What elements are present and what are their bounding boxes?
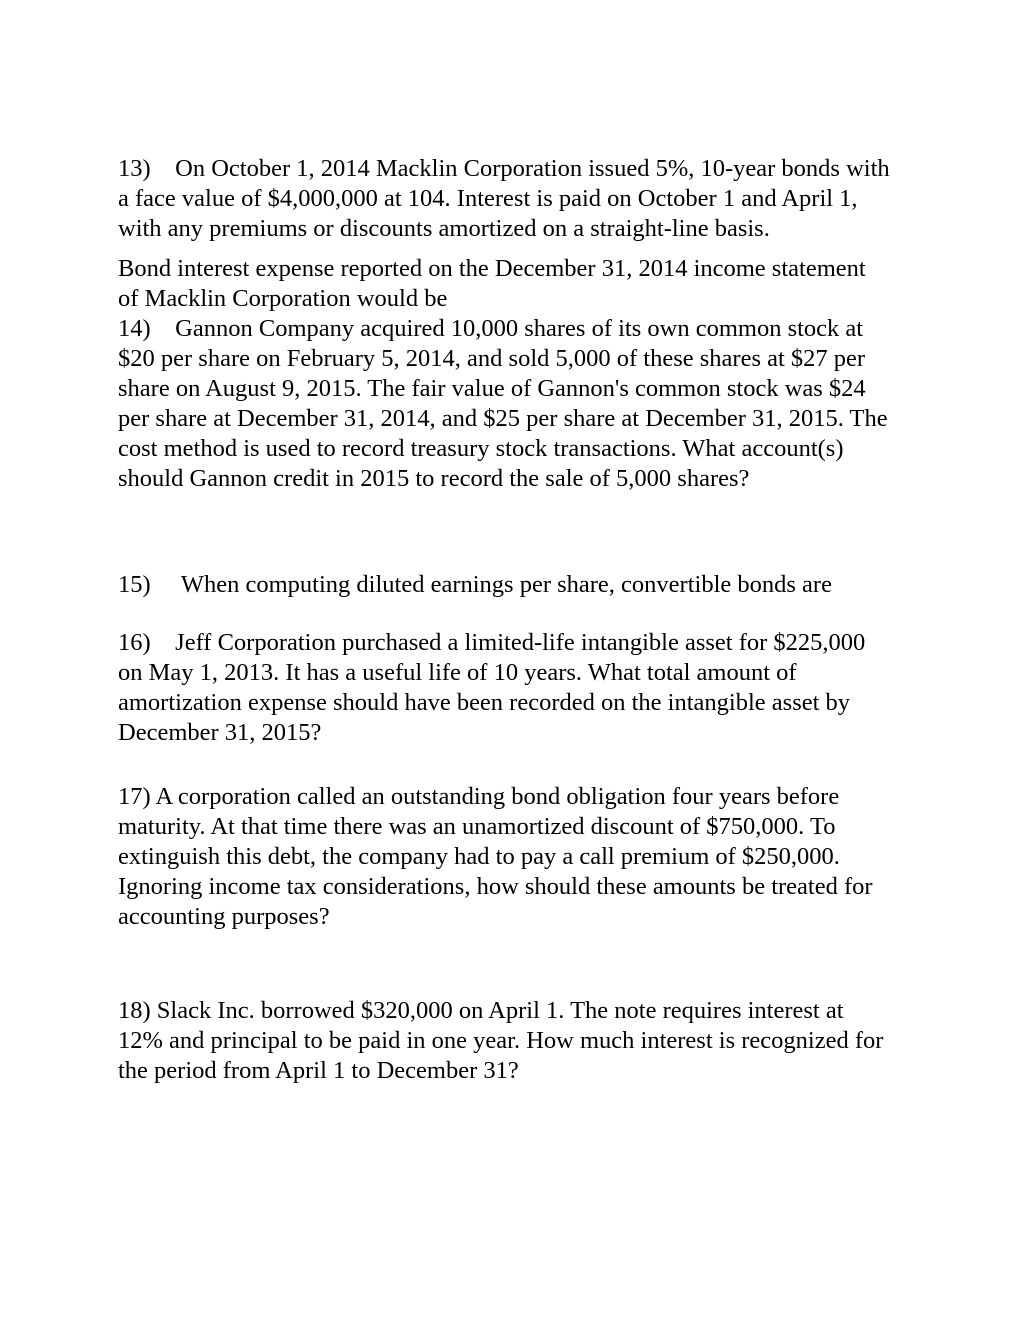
question-text: Gannon Company acquired 10,000 shares of its own common stock at $20 per share on February 5, 2014, and sold 5,000 of these shares at $27 per share on August 9, 2015. The fair value of Gannon's common stock was $24 per share at December 31, 2014, and $25 per share at December 31, 2015. The cost method is used to record treasury stock transactions. What account(s) should Gannon credit in 2015 to record the sale of 5,000 shares? <box>118 315 888 492</box>
question-text: On October 1, 2014 Macklin Corporation issued 5%, 10-year bonds with a face value of $4,000,000 at 104. Interest is paid on October 1 and April 1, with any premiums or discounts amortized on a straight-line basis. <box>118 155 890 242</box>
question-text: Jeff Corporation purchased a limited-life intangible asset for $225,000 on May 1, 2013. It has a useful life of 10 years. What total amount of amortization expense should have been recorded on the intangible asset by December 31, 2015? <box>118 629 866 746</box>
question-text: A corporation called an outstanding bond obligation four years before maturity. At that time there was an unamortized discount of $750,000. To extinguish this debt, the company had to pay a call premium of $250,000. Ignoring income tax considerations, how should these amounts be treated for accounting purposes? <box>118 783 873 930</box>
document-page <box>118 154 890 1086</box>
question-17 <box>118 782 890 932</box>
question-number: 15) <box>118 571 151 598</box>
question-16 <box>118 628 890 748</box>
question-13 <box>118 154 890 244</box>
question-14 <box>118 314 890 494</box>
question-18 <box>118 996 890 1086</box>
question-number: 13) <box>118 155 151 182</box>
question-text: When computing diluted earnings per share, convertible bonds are <box>180 571 832 598</box>
question-number: 16) <box>118 629 151 656</box>
question-number: 14) <box>118 315 151 342</box>
question-13-followup: Bond interest expense reported on the December 31, 2014 income statement of Macklin Corporation would be <box>118 255 866 312</box>
question-number: 17) <box>118 783 151 810</box>
question-number: 18) <box>118 997 151 1024</box>
question-15 <box>118 570 890 600</box>
question-text: Slack Inc. borrowed $320,000 on April 1. The note requires interest at 12% and principal to be paid in one year. How much interest is recognized for the period from April 1 to December 31? <box>118 997 884 1084</box>
